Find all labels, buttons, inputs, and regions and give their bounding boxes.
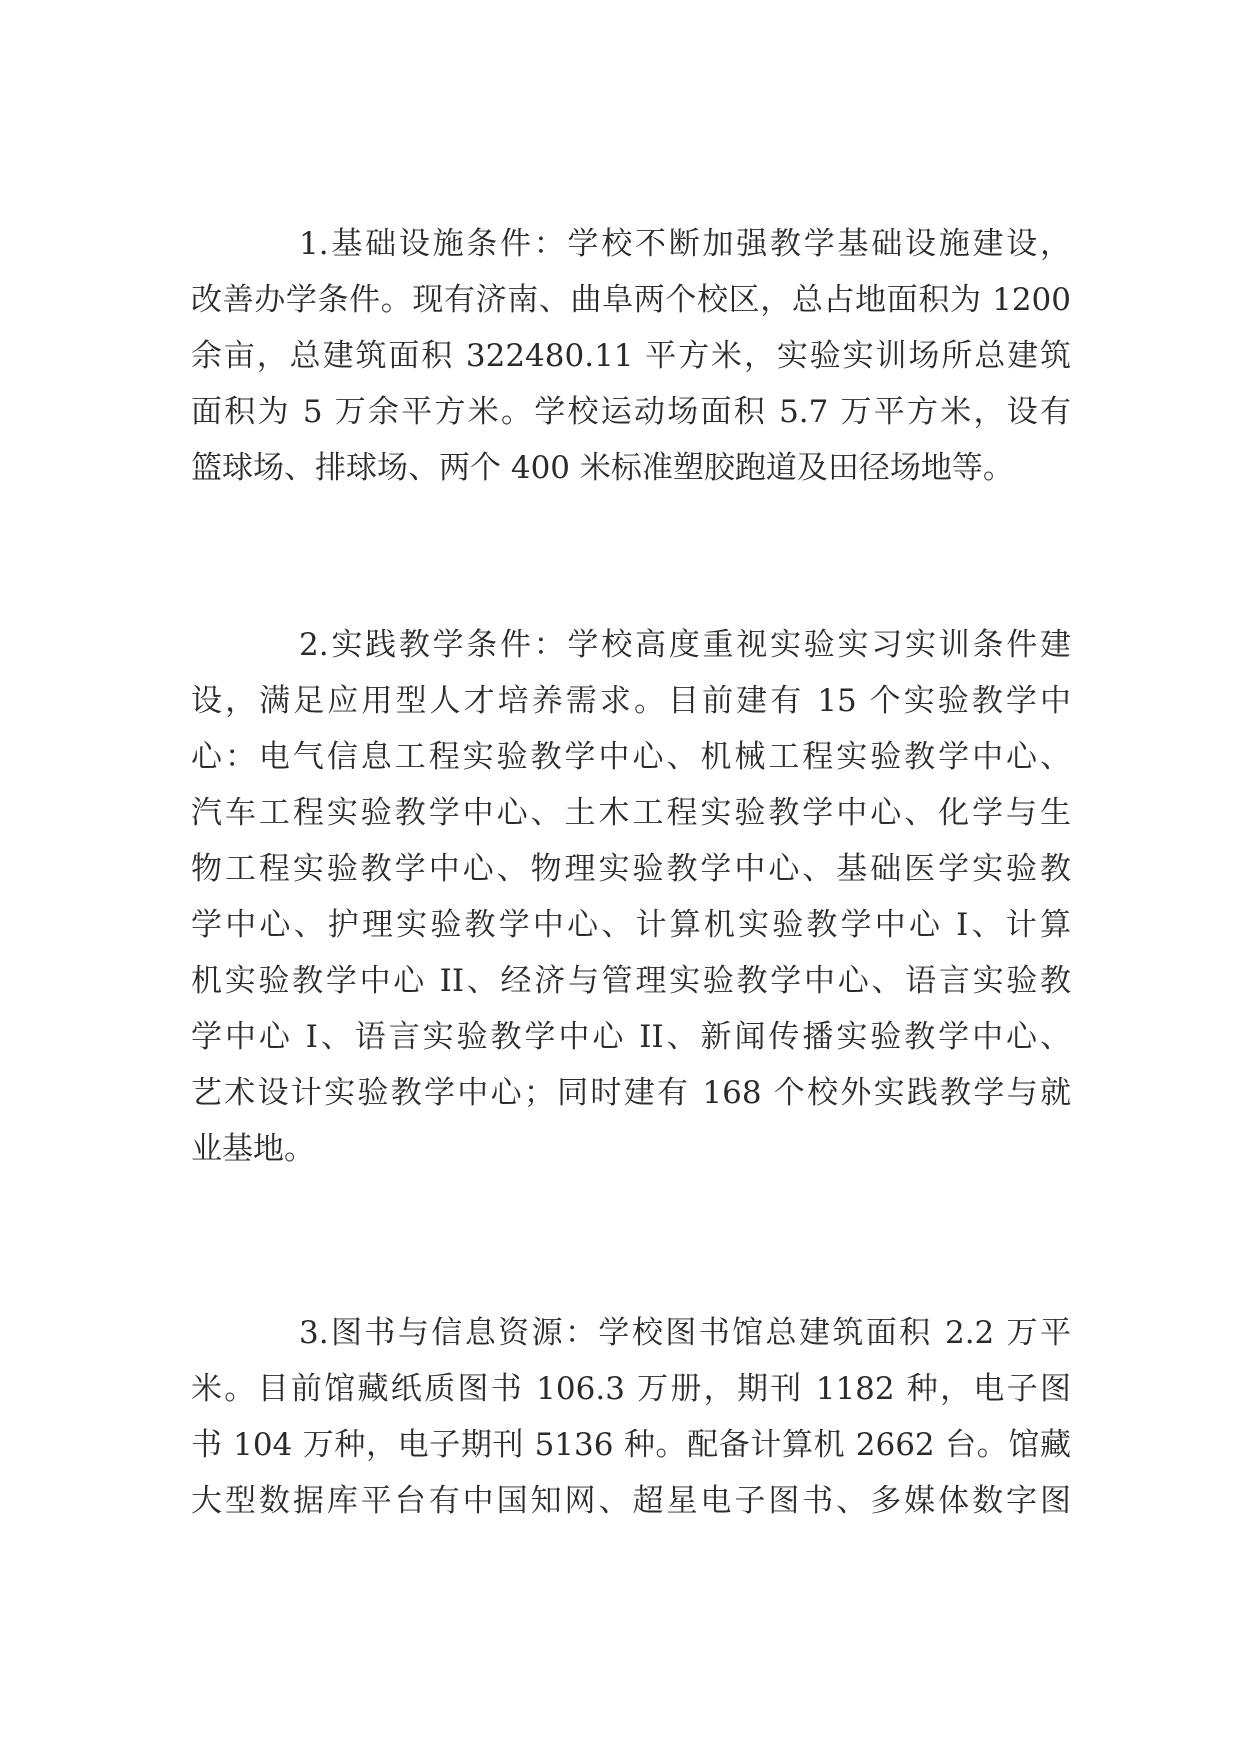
paragraph-line: 余亩，总建筑面积 322480.11 平方米，实验实训场所总建筑	[191, 338, 1071, 374]
paragraph-line: 学中心、护理实验教学中心、计算机实验教学中心 I、计算	[191, 907, 1071, 943]
paragraph-practice-teaching	[191, 617, 1071, 1177]
paragraph-library-resources	[191, 1305, 1071, 1529]
paragraph-line: 2.实践教学条件：学校高度重视实验实习实训条件建	[299, 627, 1071, 663]
paragraph-line: 学中心 I、语言实验教学中心 II、新闻传播实验教学中心、	[191, 1019, 1071, 1055]
paragraph-line: 改善办学条件。现有济南、曲阜两个校区，总占地面积为 1200	[191, 282, 1071, 318]
paragraph-line: 艺术设计实验教学中心；同时建有 168 个校外实践教学与就	[191, 1075, 1071, 1111]
paragraph-line: 面积为 5 万余平方米。学校运动场面积 5.7 万平方米，设有	[191, 394, 1071, 430]
paragraph-line: 心：电气信息工程实验教学中心、机械工程实验教学中心、	[191, 739, 1071, 775]
paragraph-line: 米。目前馆藏纸质图书 106.3 万册，期刊 1182 种，电子图	[191, 1371, 1071, 1407]
paragraph-line: 业基地。	[191, 1131, 315, 1167]
paragraph-line: 3.图书与信息资源：学校图书馆总建筑面积 2.2 万平	[299, 1315, 1071, 1351]
paragraph-line: 大型数据库平台有中国知网、超星电子图书、多媒体数字图	[191, 1483, 1071, 1519]
paragraph-line: 物工程实验教学中心、物理实验教学中心、基础医学实验教	[191, 851, 1071, 887]
paragraph-line: 机实验教学中心 II、经济与管理实验教学中心、语言实验教	[191, 963, 1071, 999]
paragraph-line: 设，满足应用型人才培养需求。目前建有 15 个实验教学中	[191, 683, 1071, 719]
paragraph-line: 1.基础设施条件：学校不断加强教学基础设施建设，	[299, 226, 1071, 262]
paragraph-line: 篮球场、排球场、两个 400 米标准塑胶跑道及田径场地等。	[191, 450, 1014, 486]
paragraph-line: 书 104 万种，电子期刊 5136 种。配备计算机 2662 台。馆藏	[191, 1427, 1071, 1463]
paragraph-infrastructure	[191, 216, 1071, 496]
paragraph-line: 汽车工程实验教学中心、土木工程实验教学中心、化学与生	[191, 795, 1071, 831]
